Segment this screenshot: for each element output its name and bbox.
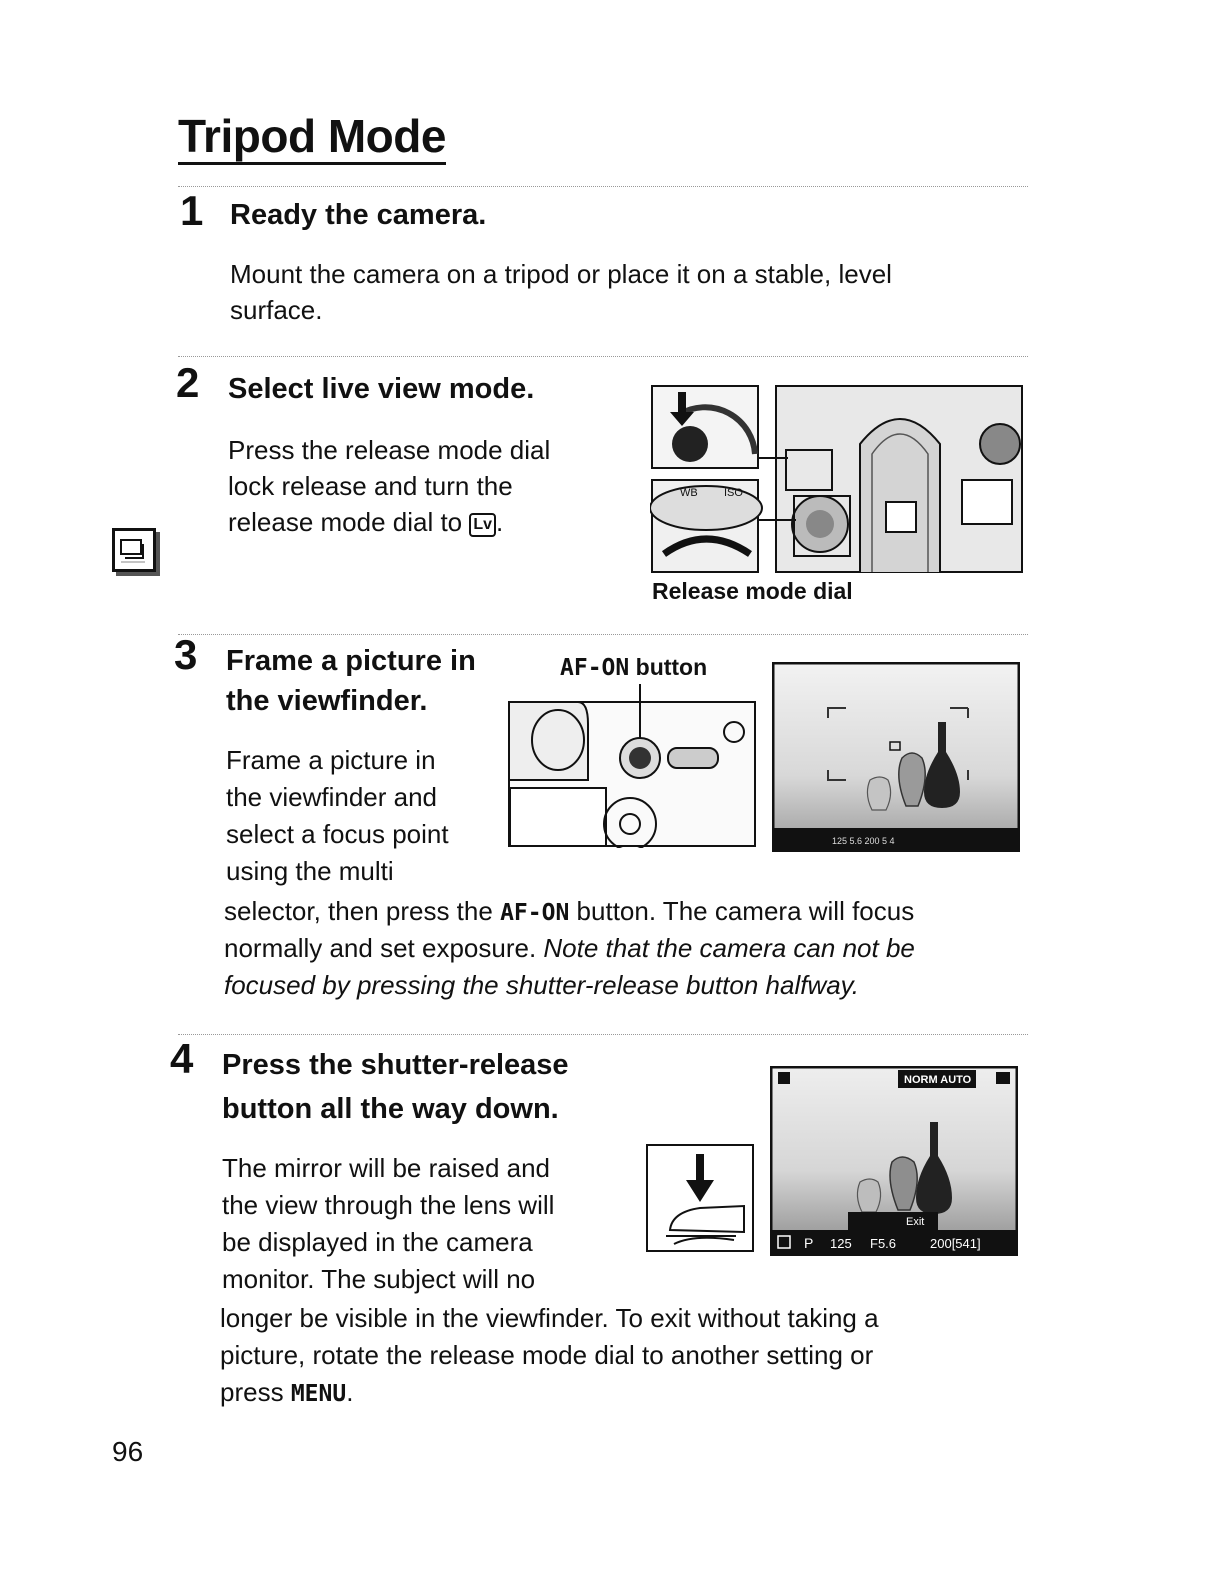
divider bbox=[178, 186, 1028, 187]
step-text: monitor. The subject will no bbox=[222, 1264, 536, 1294]
step-text: Press the release mode dial bbox=[228, 435, 551, 465]
divider bbox=[178, 1034, 1028, 1035]
step-text-fragment: normally and set exposure. bbox=[224, 933, 537, 963]
step-text: surface. bbox=[230, 295, 323, 325]
live-view-glyph: Lv bbox=[469, 513, 496, 537]
step-text: picture, rotate the release mode dial to another setting or bbox=[220, 1340, 874, 1370]
step-text: the view through the lens will bbox=[222, 1190, 555, 1220]
step-number: 4 bbox=[170, 1035, 194, 1082]
step-text-fragment: button. The camera will focus bbox=[576, 896, 915, 926]
step-text: be displayed in the camera bbox=[222, 1227, 533, 1257]
step-text: lock release and turn the bbox=[228, 471, 513, 501]
step-text-fragment: . bbox=[346, 1377, 354, 1407]
lcd-shooting-mode: P bbox=[804, 1235, 814, 1251]
step-text: the viewfinder and bbox=[226, 782, 438, 812]
step-text bbox=[228, 504, 503, 540]
caption-text: button bbox=[635, 654, 708, 680]
page-title: Tripod Mode bbox=[178, 110, 446, 165]
step-text: Frame a picture in bbox=[226, 745, 436, 775]
lcd-exit-label: Exit bbox=[906, 1216, 925, 1228]
step-note-fragment: focused by pressing the shutter-release button halfway. bbox=[224, 970, 859, 1000]
step-heading: the viewfinder. bbox=[226, 685, 428, 717]
step-text: Mount the camera on a tripod or place it on a stable, level bbox=[230, 259, 892, 289]
lcd-shutter-speed: 125 bbox=[830, 1236, 852, 1251]
step-number: 3 bbox=[174, 631, 198, 678]
step-heading: Press the shutter-release bbox=[222, 1049, 569, 1081]
step-text bbox=[224, 930, 915, 966]
menu-command: MENU bbox=[290, 1381, 347, 1407]
svg-text:WB: WB bbox=[680, 487, 698, 499]
step-text bbox=[220, 1374, 353, 1412]
page-number: 96 bbox=[112, 1436, 144, 1467]
step-text: The mirror will be raised and bbox=[222, 1153, 551, 1183]
step-text-fragment: selector, then press the bbox=[224, 896, 493, 926]
live-view-chapter-icon bbox=[112, 528, 156, 572]
release-mode-dial-illustration bbox=[650, 384, 1026, 578]
step-text-fragment: release mode dial to bbox=[228, 507, 463, 537]
live-view-monitor-image bbox=[770, 1066, 1018, 1256]
step-text: longer be visible in the viewfinder. To exit without taking a bbox=[220, 1303, 879, 1333]
step-text-fragment: . bbox=[496, 507, 504, 537]
step-heading: button all the way down. bbox=[222, 1093, 559, 1125]
lcd-image-settings: NORM AUTO bbox=[904, 1074, 972, 1086]
svg-text:ISO: ISO bbox=[724, 487, 743, 499]
divider bbox=[178, 634, 1028, 635]
af-on-command: AF-ON bbox=[500, 900, 570, 926]
step-heading: Ready the camera. bbox=[230, 199, 487, 231]
shutter-press-illustration bbox=[646, 1144, 754, 1252]
step-text bbox=[224, 893, 914, 931]
step-text: select a focus point bbox=[226, 819, 449, 849]
step-note bbox=[224, 967, 859, 1003]
step-number: 2 bbox=[176, 359, 200, 406]
viewfinder-image bbox=[772, 662, 1020, 852]
figure-caption: Release mode dial bbox=[652, 578, 853, 604]
step-heading: Select live view mode. bbox=[228, 373, 535, 405]
lcd-frame-count: 200[541] bbox=[930, 1236, 981, 1251]
step-text: using the multi bbox=[226, 856, 394, 886]
lcd-aperture: F5.6 bbox=[870, 1236, 897, 1251]
af-on-label: AF-ON bbox=[560, 655, 630, 681]
viewfinder-readout: 125 5.6 200 5 4 bbox=[832, 836, 895, 846]
step-heading: Frame a picture in bbox=[226, 645, 476, 677]
step-text-fragment: press bbox=[220, 1377, 284, 1407]
divider bbox=[178, 356, 1028, 357]
af-on-button-illustration bbox=[508, 684, 758, 848]
step-number: 1 bbox=[180, 187, 204, 234]
figure-caption bbox=[560, 654, 707, 681]
step-note: Note that the camera can not be bbox=[543, 933, 915, 963]
